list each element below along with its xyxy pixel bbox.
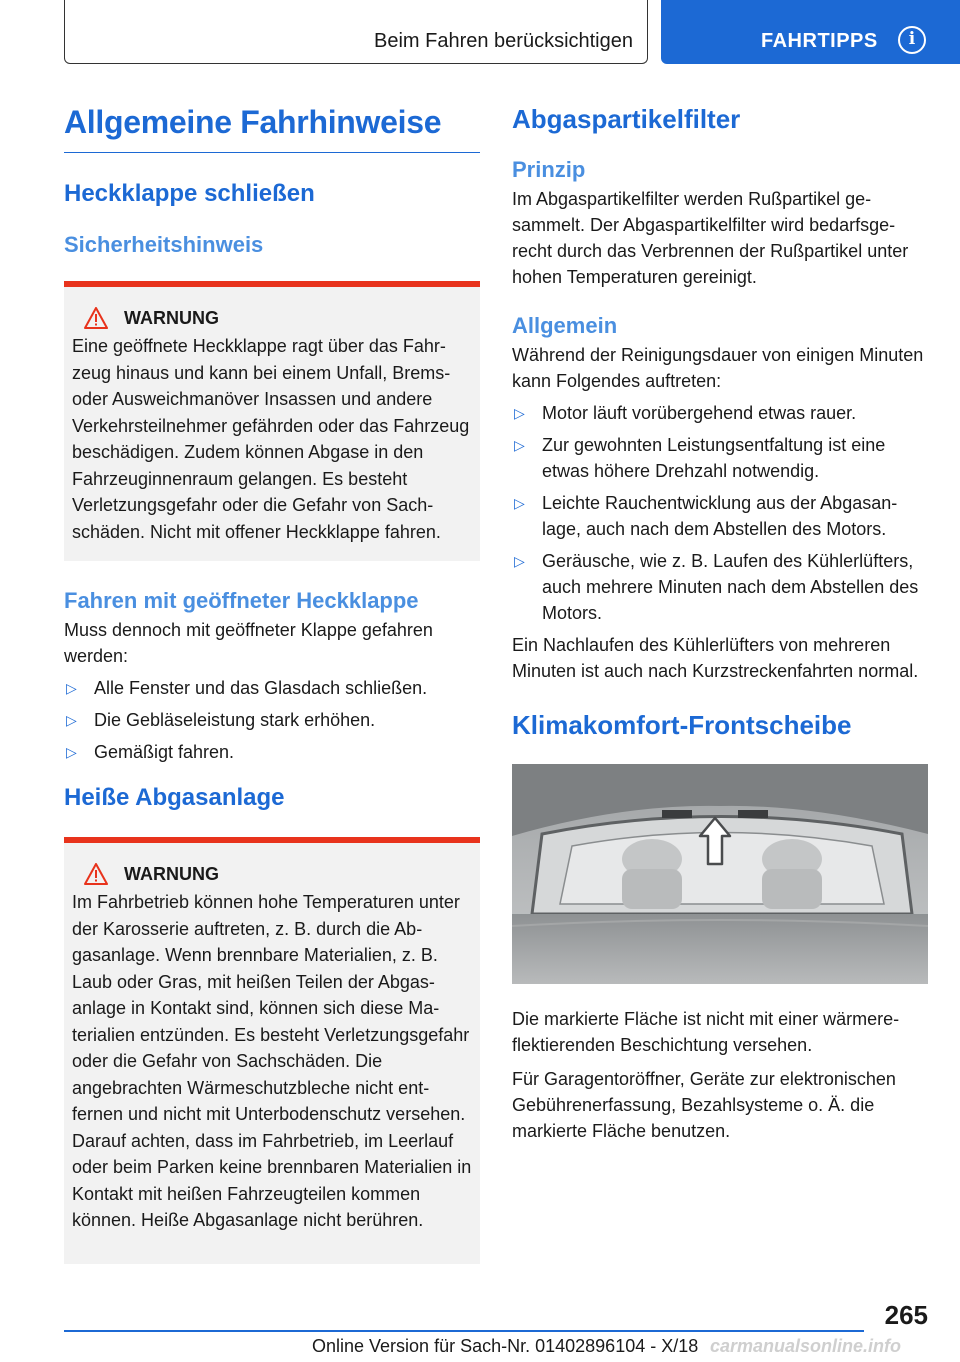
page-title: Allgemeine Fahrhinweise [64, 100, 480, 153]
heading-prinzip: Prinzip [512, 157, 586, 182]
allgemein-intro: Während der Reinigungsdauer von einigen Minuten kann Folgendes auftreten: [512, 345, 924, 391]
windshield-photo [512, 764, 928, 984]
bullet-triangle-icon: ▷ [514, 553, 525, 569]
warning-text: Eine geöffnete Heckklappe ragt über das Fahrzeug hinaus und kann bei einem Unfall, Brems- oder Ausweichmanöver Insassen und andere Verkehrsteilnehmer gefährden oder das Fahrzeug beschädigen. Zudem können Abgase in den Fahrzeuginnenraum gelangen. Es besteht Verletzungsgefahr oder die Gefahr von Sachschäden. Nicht mit offener Heckklappe fahren. [72, 336, 470, 542]
prinzip-text: Im Abgaspartikelfilter werden Rußpartikel gesammelt. Der Abgaspartikelfilter wird bedarfsgerecht durch das Verbrennen der Rußpartikel unter hohen Temperaturen gereinigt. [512, 189, 909, 287]
warning-title [72, 863, 472, 885]
list-item: ▷ Geräusche, wie z. B. Laufen des Kühlerlüfters, auch mehrere Minuten nach dem Abstellen des Motors. [512, 548, 928, 626]
heading-klimakomfort: Klimakomfort-Frontscheibe [512, 710, 852, 740]
footer-watermark: carmanualsonline.info [710, 1336, 902, 1356]
bullet-triangle-icon: ▷ [66, 712, 77, 728]
bullet-triangle-icon: ▷ [66, 680, 77, 696]
left-column [64, 100, 480, 1264]
fahren-list [64, 675, 480, 765]
warning-label: WARNUNG [124, 307, 219, 328]
heading-abgasanlage: Heiße Abgasanlage [64, 784, 285, 811]
header-section-title: Beim Fahren berücksichtigen [373, 30, 633, 52]
warning-box-abgasanlage [64, 837, 480, 1264]
warning-title [72, 307, 472, 329]
warning-triangle-icon [84, 863, 108, 885]
warning-text: Im Fahrbetrieb können hohe Temperaturen unter der Karosserie auftreten, z. B. durch die Abgasanlage. Wenn brennbare Materialien, z. B. Laub oder Gras, mit heißen Teilen der Abgasanlage in Kontakt sind, können sich diese Materialien entzünden. Es besteht Verletzungsgefahr oder die Gefahr von Sachschäden. Die angebrachten Wärmeschutzbleche nicht entfernen und nicht mit Unterbodenschutz versehen. Darauf achten, dass im Fahrbetrieb, im Leerlauf oder beim Parken keine brennbaren Materialien in Kontakt mit heißen Fahrzeugteilen kommen können. Heiße Abgasanlage nicht berühren. [72, 892, 472, 1230]
allgemein-list [512, 400, 928, 626]
list-item: ▷ Leichte Rauchentwicklung aus der Abgasanlage, auch nach dem Abstellen des Motors. [512, 490, 928, 542]
fahren-intro: Muss dennoch mit geöffneter Klappe gefahren werden: [64, 620, 433, 666]
list-item: ▷ Zur gewohnten Leistungsentfaltung ist eine etwas höhere Drehzahl notwendig. [512, 432, 928, 484]
footer-online-version: Online Version für Sach-Nr. 01402896104 - X/18 [312, 1336, 699, 1356]
heading-abgaspartikelfilter: Abgaspartikelfilter [512, 104, 741, 134]
heading-fahren-geoeffnet: Fahren mit geöffneter Heckklappe [64, 588, 419, 613]
list-item: ▷ Motor läuft vorübergehend etwas rauer. [512, 400, 928, 426]
header-section-tab [64, 0, 648, 64]
klima-text-1: Die markierte Fläche ist nicht mit einer wärmereflektierenden Beschichtung versehen. [512, 1009, 900, 1055]
heading-heckklappe: Heckklappe schließen [64, 180, 315, 207]
info-icon: i [898, 26, 926, 54]
warning-box-heckklappe [64, 281, 480, 561]
page-number: 265 [884, 1300, 928, 1330]
bullet-triangle-icon: ▷ [514, 405, 525, 421]
warning-label: WARNUNG [124, 863, 219, 884]
footer-divider [64, 1330, 864, 1332]
bullet-triangle-icon: ▷ [66, 744, 77, 760]
allgemein-note: Ein Nachlaufen des Kühlerlüfters von mehreren Minuten ist auch nach Kurzstreckenfahrten normal. [512, 635, 919, 681]
header-chapter-title: FAHRTIPPS [761, 30, 878, 52]
bullet-triangle-icon: ▷ [514, 495, 525, 511]
bullet-triangle-icon: ▷ [514, 437, 525, 453]
warning-triangle-icon [84, 307, 108, 329]
list-item: ▷ Gemäßigt fahren. [64, 739, 480, 765]
list-item: ▷ Die Gebläseleistung stark erhöhen. [64, 707, 480, 733]
klima-text-2: Für Garagentoröffner, Geräte zur elektronischen Gebührenerfassung, Bezahlsysteme o. Ä. die markierte Fläche benutzen. [512, 1069, 896, 1141]
heading-sicherheitshinweis: Sicherheitshinweis [64, 232, 264, 257]
header-chapter-tab [661, 0, 960, 64]
right-column [512, 100, 928, 1144]
list-item: ▷ Alle Fenster und das Glasdach schließen. [64, 675, 480, 701]
heading-allgemein: Allgemein [512, 313, 618, 338]
